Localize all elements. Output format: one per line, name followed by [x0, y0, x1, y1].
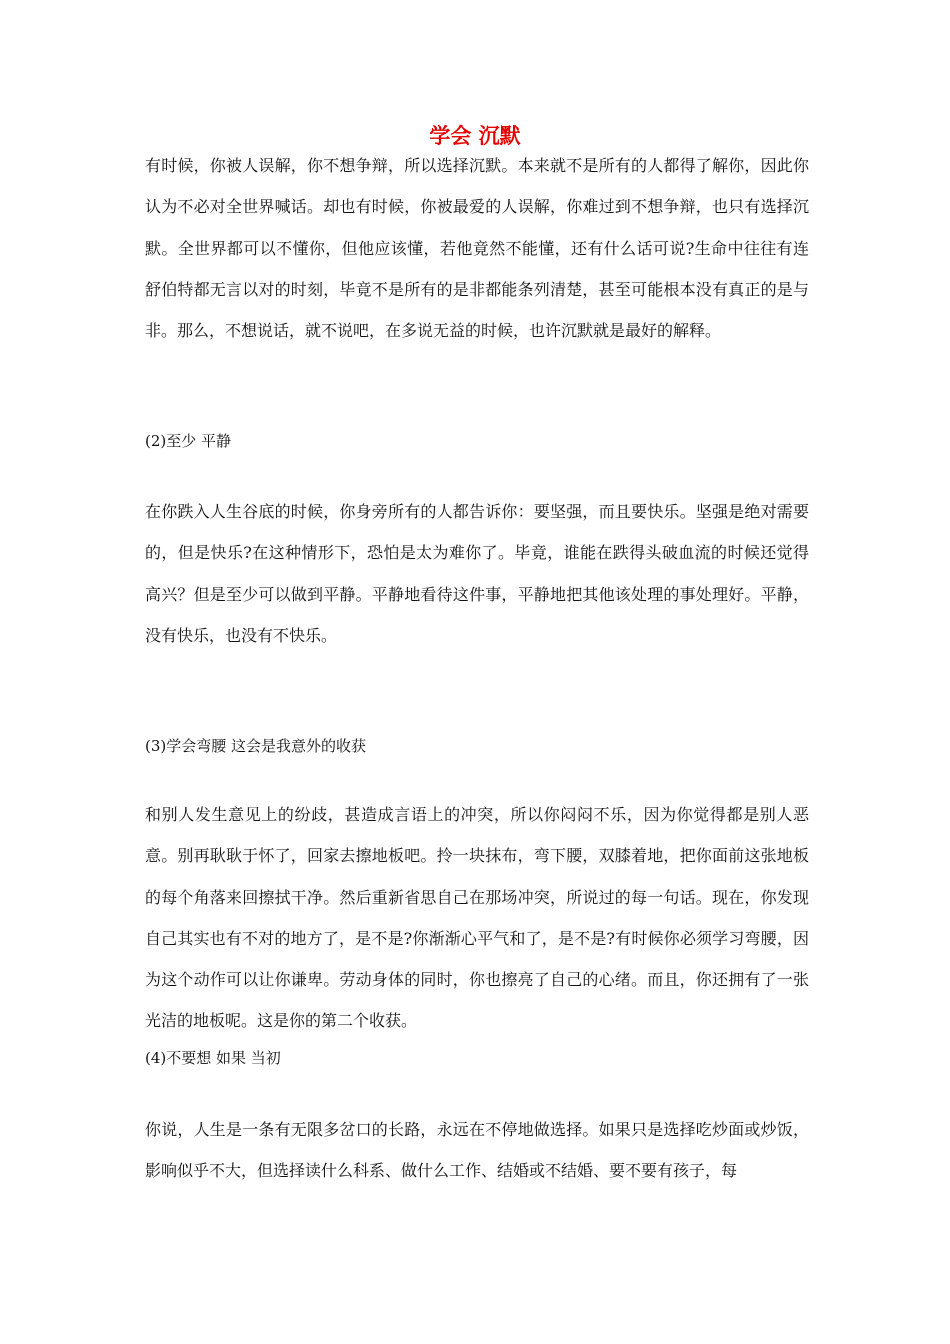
- paragraph-calm: 在你跌入人生谷底的时候，你身旁所有的人都告诉你：要坚强，而且要快乐。坚强是绝对需要的，但是快乐?在这种情形下，恐怕是太为难你了。毕竟，谁能在跌得头破血流的时候还觉得高兴？但是至少可以做到平静。平静地看待这件事，平静地把其他该处理的事处理好。平静，没有快乐，也没有不快乐。: [145, 502, 809, 645]
- section-heading-if-only: (4)不要想 如果 当初: [145, 1049, 281, 1067]
- paragraph-silence: 有时候，你被人误解，你不想争辩，所以选择沉默。本来就不是所有的人都得了解你，因此你认为不必对全世界喊话。却也有时候，你被最爱的人误解，你难过到不想争辩，也只有选择沉默。全世界都可以不懂你，但他应该懂，若他竟然不能懂，还有什么话可说?生命中往往有连舒伯特都无言以对的时刻，毕竟不是所有的是非都能条列清楚，甚至可能根本没有真正的是与非。那么，不想说话，就不说吧，在多说无益的时候，也许沉默就是最好的解释。: [145, 156, 809, 341]
- paragraph-bend: 和别人发生意见上的纷歧，甚造成言语上的冲突，所以你闷闷不乐，因为你觉得都是别人恶意。别再耿耿于怀了，回家去擦地板吧。拎一块抹布，弯下腰，双膝着地，把你面前这张地板的每个角落来回擦拭干净。然后重新省思自己在那场冲突，所说过的每一句话。现在，你发现自己其实也有不对的地方了，是不是?你渐渐心平气和了，是不是?有时候你必须学习弯腰，因为这个动作可以让你谦卑。劳动身体的同时，你也擦亮了自己的心绪。而且，你还拥有了一张光洁的地板呢。这是你的第二个收获。: [145, 805, 809, 1031]
- section-heading-calm: (2)至少 平静: [145, 432, 232, 450]
- document-title: 学会 沉默: [429, 124, 521, 148]
- paragraph-if-only: 你说，人生是一条有无限多岔口的长路，永远在不停地做选择。如果只是选择吃炒面或炒饭，影响似乎不大，但选择读什么科系、做什么工作、结婚或不结婚、要不要有孩子，每: [145, 1120, 809, 1181]
- section-heading-bend: (3)学会弯腰 这会是我意外的收获: [145, 737, 367, 755]
